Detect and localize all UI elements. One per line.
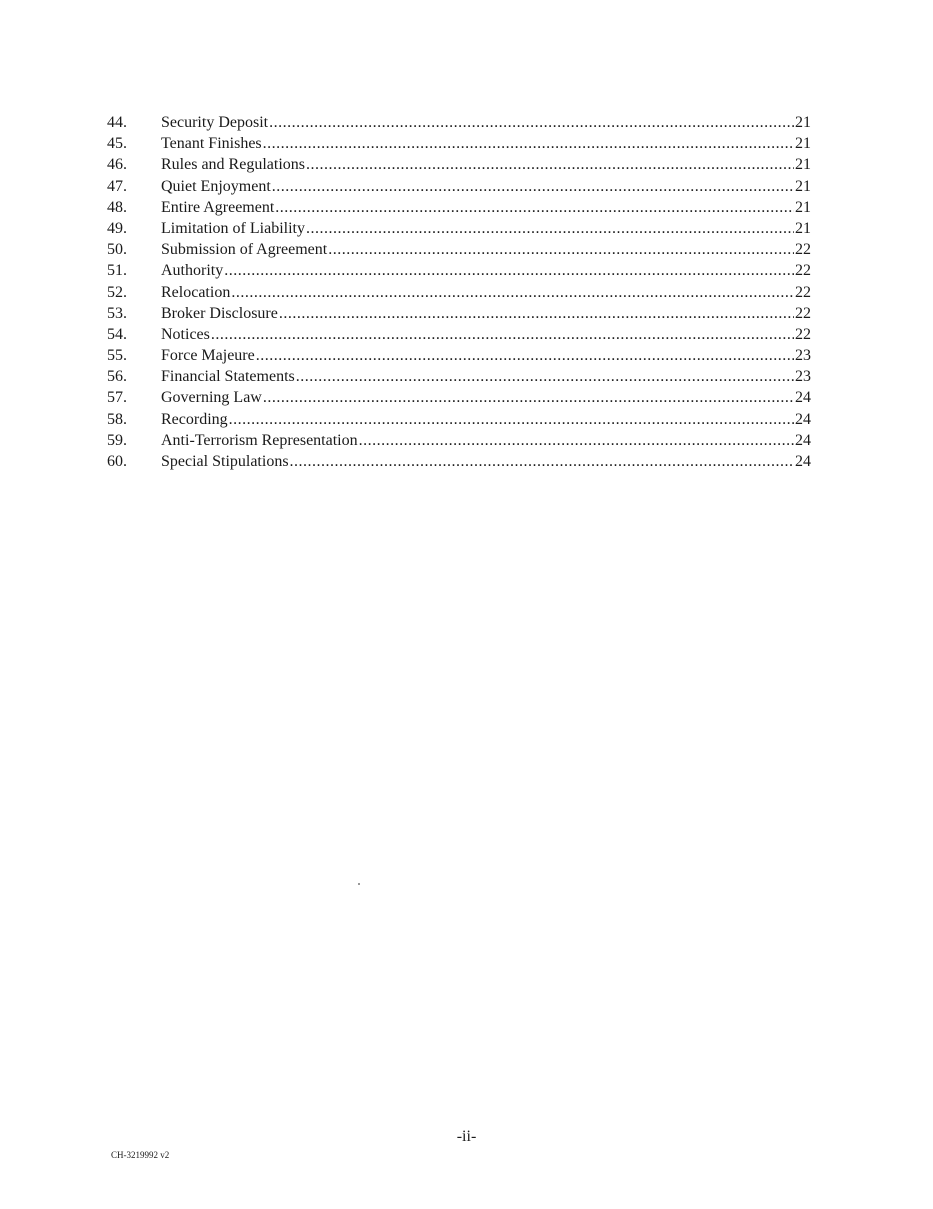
toc-entry: [107, 387, 811, 408]
toc-entry-number: 49.: [107, 219, 127, 237]
toc-entry-title: Anti-Terrorism Representation: [161, 431, 358, 449]
toc-entry-title: Submission of Agreement: [161, 241, 328, 259]
toc-entry-number: 46.: [107, 156, 127, 174]
toc-entry-title: Tenant Finishes: [161, 135, 262, 153]
toc-entry: [107, 218, 811, 239]
toc-entry: [107, 133, 811, 154]
toc-dot-leader: [359, 430, 794, 451]
toc-entry-page: 21: [795, 219, 811, 237]
toc-entry-page: 22: [795, 304, 811, 322]
toc-dot-leader: [263, 387, 794, 408]
toc-dot-leader: [256, 345, 794, 366]
toc-entry-title: Financial Statements: [161, 368, 295, 386]
toc-entry-number: 47.: [107, 177, 127, 195]
toc-dot-leader: [269, 112, 794, 133]
toc-dot-leader: [272, 176, 794, 197]
toc-entry-number: 48.: [107, 198, 127, 216]
toc-entry-page: 24: [795, 389, 811, 407]
toc-entry-number: 51.: [107, 262, 127, 280]
toc-entry-number: 58.: [107, 410, 127, 428]
toc-entry: [107, 239, 811, 260]
toc-entry-number: 59.: [107, 431, 127, 449]
toc-entry-page: 23: [795, 347, 811, 365]
toc-dot-leader: [306, 154, 794, 175]
toc-dot-leader: [275, 197, 794, 218]
toc-entry: [107, 112, 811, 133]
toc-entry-title: Force Majeure: [161, 347, 255, 365]
toc-entry: [107, 366, 811, 387]
toc-entry-title: Broker Disclosure: [161, 304, 278, 322]
toc-entry: [107, 430, 811, 451]
toc-entry: [107, 345, 811, 366]
toc-entry-number: 54.: [107, 325, 127, 343]
toc-dot-leader: [229, 409, 794, 430]
toc-entry-number: 52.: [107, 283, 127, 301]
toc-entry-page: 24: [795, 410, 811, 428]
toc-entry-page: 21: [795, 156, 811, 174]
toc-entry-page: 22: [795, 325, 811, 343]
toc-dot-leader: [263, 133, 794, 154]
toc-entry-number: 55.: [107, 347, 127, 365]
document-id: CH-3219992 v2: [111, 1150, 170, 1160]
toc-entry-title: Authority: [161, 262, 224, 280]
toc-entry: [107, 197, 811, 218]
toc-dot-leader: [328, 239, 794, 260]
table-of-contents: [107, 112, 811, 472]
toc-entry-number: 50.: [107, 241, 127, 259]
toc-entry-title: Quiet Enjoyment: [161, 177, 271, 195]
toc-entry-number: 60.: [107, 453, 127, 470]
toc-dot-leader: [279, 303, 794, 324]
toc-dot-leader: [211, 324, 794, 345]
toc-entry-title: Governing Law: [161, 389, 262, 407]
toc-entry-title: Entire Agreement: [161, 198, 275, 216]
toc-entry-page: 21: [795, 198, 811, 216]
toc-entry-page: 21: [795, 114, 811, 131]
toc-entry-title: Notices: [161, 325, 210, 343]
toc-entry: [107, 451, 811, 472]
page-number: -ii-: [456, 1128, 477, 1145]
toc-entry: [107, 176, 811, 197]
toc-entry-page: 24: [795, 431, 811, 449]
toc-entry: [107, 409, 811, 430]
toc-entry-number: 56.: [107, 368, 127, 386]
toc-dot-leader: [290, 451, 794, 472]
toc-entry-title: Special Stipulations: [161, 453, 289, 470]
toc-entry-number: 45.: [107, 135, 127, 153]
toc-dot-leader: [296, 366, 794, 387]
scan-speck: [358, 883, 360, 885]
toc-entry-title: Recording: [161, 410, 228, 428]
toc-entry: [107, 154, 811, 175]
toc-entry-page: 21: [795, 135, 811, 153]
toc-entry-page: 21: [795, 177, 811, 195]
toc-entry-title: Limitation of Liability: [161, 219, 305, 237]
toc-entry-number: 57.: [107, 389, 127, 407]
toc-entry-title: Security Deposit: [161, 114, 269, 131]
toc-entry-page: 22: [795, 262, 811, 280]
toc-entry-page: 22: [795, 283, 811, 301]
toc-entry: [107, 282, 811, 303]
toc-entry: [107, 260, 811, 281]
toc-entry-number: 44.: [107, 114, 127, 131]
toc-entry-title: Rules and Regulations: [161, 156, 305, 174]
toc-entry: [107, 324, 811, 345]
toc-dot-leader: [306, 218, 794, 239]
toc-entry-title: Relocation: [161, 283, 231, 301]
toc-dot-leader: [231, 282, 794, 303]
toc-entry-page: 24: [795, 453, 811, 470]
toc-entry: [107, 303, 811, 324]
toc-entry-page: 23: [795, 368, 811, 386]
toc-entry-number: 53.: [107, 304, 127, 322]
toc-dot-leader: [224, 260, 794, 281]
toc-entry-page: 22: [795, 241, 811, 259]
